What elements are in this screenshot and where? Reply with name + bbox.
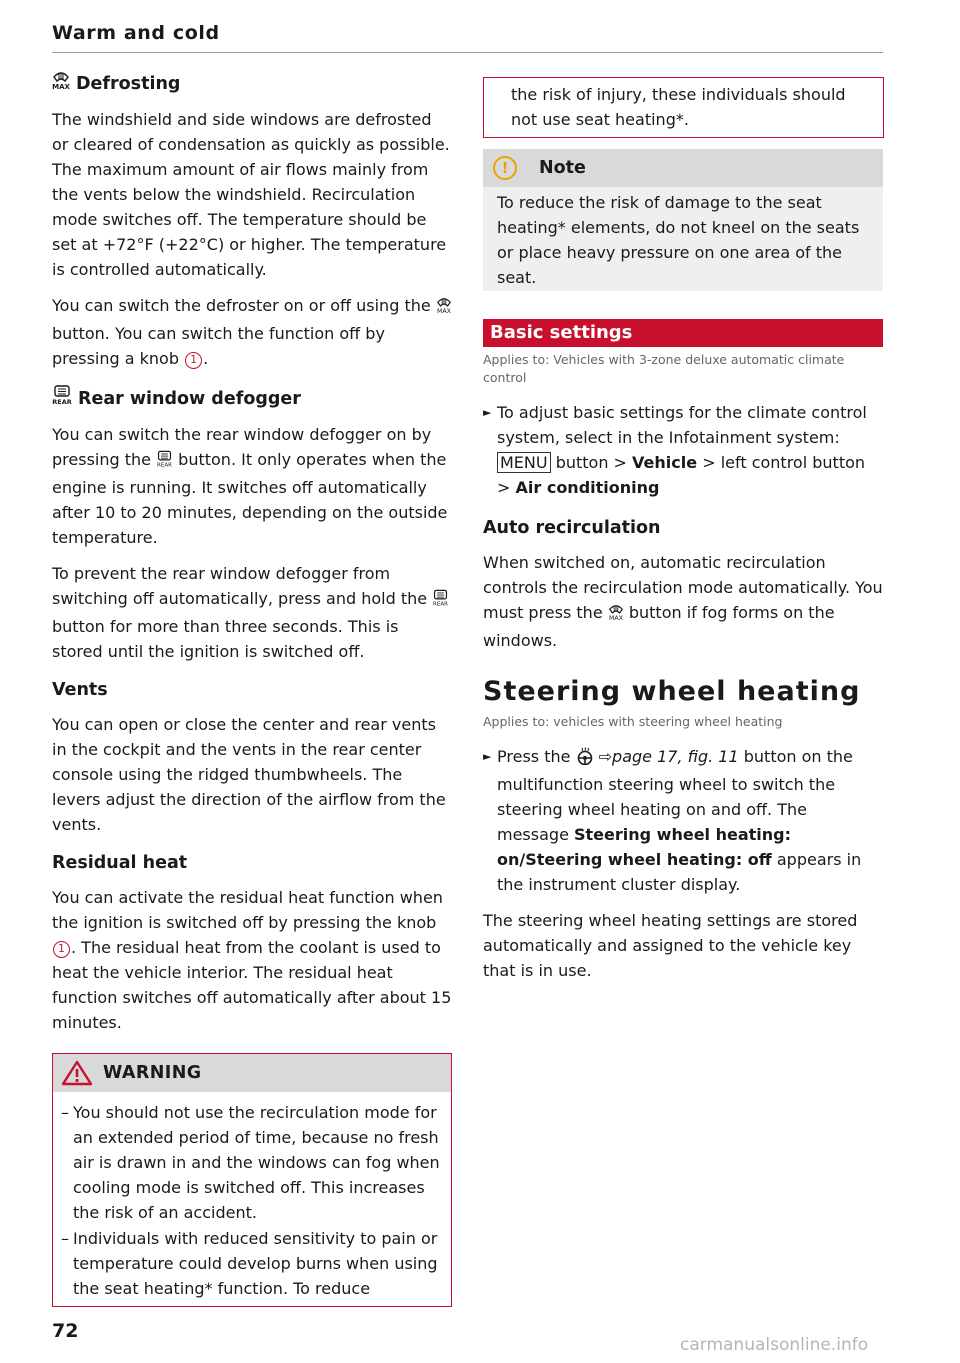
basic-settings-heading: Basic settings [483,319,883,347]
basic-settings-applies: Applies to: Vehicles with 3-zone deluxe automatic climate control [483,352,845,385]
rear-defogger-paragraph-2: To prevent the rear window defogger from switching off automatically, press and hold the REAR button for more than three seconds. This is stored until the ignition is switched off. [52,564,449,661]
steering-applies: Applies to: vehicles with steering wheel heating [483,714,783,729]
warning-header [53,1054,451,1092]
svg-text:MAX: MAX [436,308,451,314]
residual-heat-heading: Residual heat [52,853,188,873]
defrosting-title: Defrosting [76,73,181,94]
left-column [52,70,452,1307]
warning-continuation: the risk of injury, these individuals should not use seat heating*. [483,77,884,138]
header-divider [52,52,883,53]
defrost-max-icon [52,70,70,97]
note-info-icon: ! [493,156,517,180]
warning-body [53,1092,451,1306]
page-header-title: Warm and cold [52,22,220,44]
page-cross-reference[interactable]: page 17, fig. 11 [612,747,739,766]
warning-title: WARNING [103,1063,202,1083]
rear-defogger-icon [52,385,72,412]
steering-wheel-heating-icon [576,747,594,772]
svg-text:MAX: MAX [608,615,623,621]
auto-recirculation-heading: Auto recirculation [483,518,661,538]
knob-marker-1: 1 [185,352,202,369]
defrost-max-icon [436,296,452,321]
warning-box [52,1053,452,1307]
warning-item: – You should not use the recirculation mode for an extended period of time, because no fresh air is drawn in and the windows can fog when cooling mode is switched off. This increases the risk of an accident. [61,1103,440,1222]
steering-step: ► Press the ⇨page 17, fig. 11 button on the multifunction steering wheel to switch the steering wheel heating on and off. The message Steering wheel heating: on/Steering wheel heating: off appears in the instrument cluster display. [483,747,862,894]
page-number: 72 [52,1320,79,1342]
watermark: carmanualsonline.info [680,1335,869,1355]
defrosting-paragraph-2: You can switch the defroster on or off using the MAX button. You can switch the function off by pressing a knob 1 . [52,296,451,368]
knob-marker-1: 1 [53,941,70,958]
warning-item: – Individuals with reduced sensitivity to pain or temperature could develop burns when using the seat heating* function. To reduce [61,1229,438,1298]
svg-text:REAR: REAR [157,462,173,468]
basic-settings-step: ► To adjust basic settings for the climate control system, select in the Infotainment system: MENU button > Vehicle > left control button > Air conditioning [483,403,867,497]
page-cross-reference-arrow: ⇨ [598,747,613,766]
vents-heading: Vents [52,680,108,700]
right-column [483,77,883,994]
steering-wheel-heating-title: Steering wheel heating [483,676,861,707]
rear-defogger-heading [52,385,452,412]
note-title: Note [539,158,586,178]
warning-triangle-icon [61,1060,93,1086]
rear-defogger-title: Rear window defogger [78,388,301,409]
menu-key: MENU [497,452,551,473]
defrosting-paragraph-1: The windshield and side windows are defrosted or cleared of condensation as quickly as possible. The maximum amount of air flows mainly from the vents below the windshield. Recirculation mode switches off. The temperature should be set at +72°F (+22°C) or higher. The temperature is controlled automatically. [52,110,450,279]
note-body: To reduce the risk of damage to the seat heating* elements, do not kneel on the seats or place heavy pressure on one area of the seat. [483,187,883,291]
svg-text:MAX: MAX [52,83,70,90]
vents-paragraph: You can open or close the center and rear vents in the cockpit and the vents in the rear center console using the ridged thumbwheels. The levers adjust the direction of the airflow from the vents. [52,715,446,834]
note-header [483,149,883,187]
defrost-max-icon [608,603,624,628]
steering-paragraph: The steering wheel heating settings are stored automatically and assigned to the vehicle key that is in use. [483,911,858,980]
defrosting-heading [52,70,452,97]
residual-heat-paragraph: You can activate the residual heat function when the ignition is switched off by pressing the knob 1 . The residual heat from the coolant is used to heat the vehicle interior. The residual heat function switches off automatically after about 15 minutes. [52,888,452,1032]
svg-text:REAR: REAR [433,601,449,607]
auto-recirculation-paragraph: When switched on, automatic recirculation controls the recirculation mode automatically. You must press the MAX button if fog forms on the windows. [483,553,883,650]
svg-text:REAR: REAR [52,398,72,405]
rear-defogger-icon [156,450,173,475]
rear-defogger-icon [432,589,449,614]
rear-defogger-paragraph-1: You can switch the rear window defogger on by pressing the REAR button. It only operates when the engine is running. It switches off automatically after 10 to 20 minutes, depending on the outside temperature. [52,425,448,547]
